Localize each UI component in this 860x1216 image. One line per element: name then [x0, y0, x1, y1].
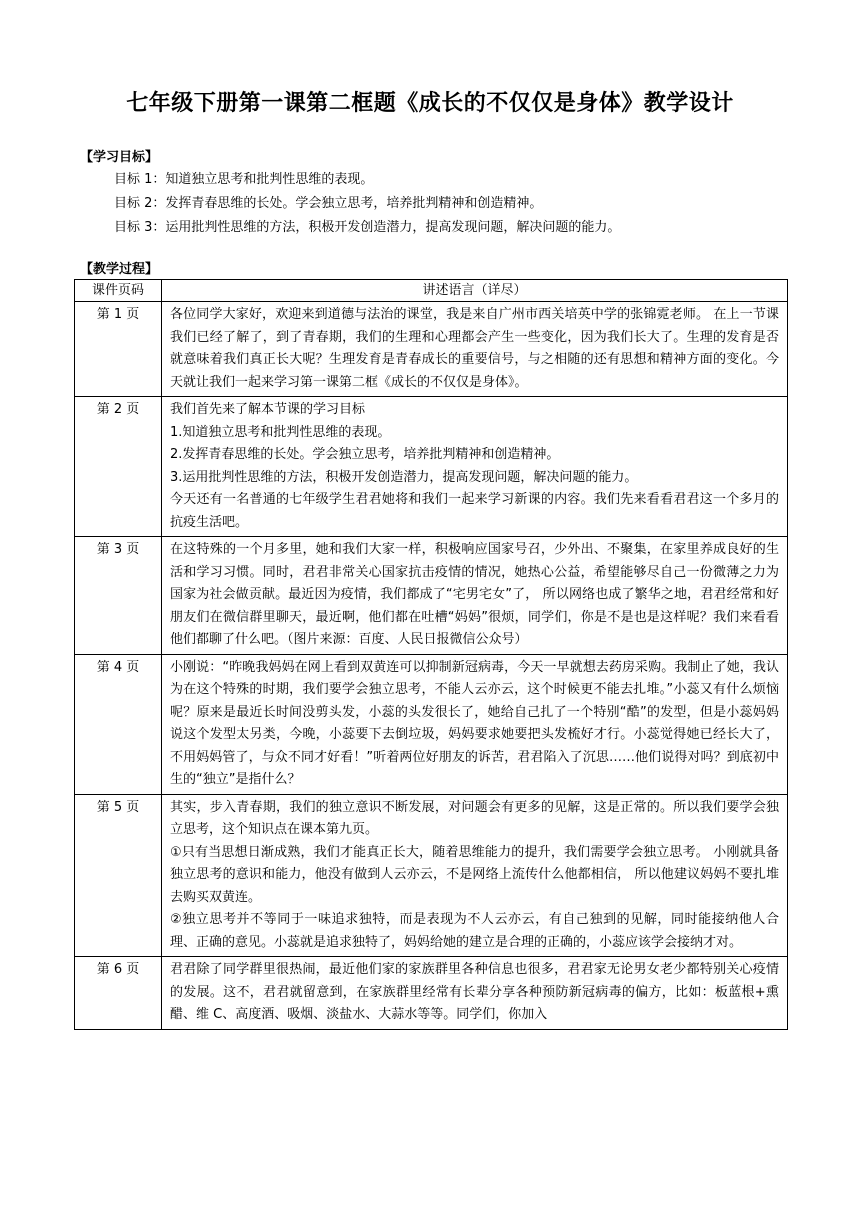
table-header-row	[75, 280, 788, 302]
narration-paragraph: 3.运用批判性思维的方法，积极开发创造潜力，提高发现问题，解决问题的能力。	[170, 469, 638, 485]
table-row	[75, 537, 788, 655]
objectives-heading: 【学习目标】	[80, 150, 159, 165]
column-header-narration: 讲述语言（详尽）	[162, 280, 788, 302]
narration-paragraph: 小刚说：“昨晚我妈妈在网上看到双黄连可以抑制新冠病毒，今天一早就想去药房采购。我制止了她，我认为在这个特殊的时期，我们要学会独立思考，不能人云亦云，这个时候更不能去扎堆。”小蕊又有什么烦恼呢？原来是最近长时间没剪头发，小蕊的头发很长了，她给自己扎了一个特别“酷”的发型，但是小蕊妈妈说这个发型太另类，今晚，小蕊要下去倒垃圾，妈妈要求她要把头发梳好才行。小蕊觉得她已经长大了，不用妈妈管了，与众不同才好看！”听着两位好朋友的诉苦，君君陷入了沉思……他们说得对吗？到底初中生的“独立”是指什么？	[170, 659, 779, 787]
narration-paragraph: 我们首先来了解本节课的学习目标	[170, 402, 366, 417]
narration-cell	[162, 537, 788, 655]
narration-paragraph: 今天还有一名普通的七年级学生君君她将和我们一起来学习新课的内容。我们先来看看君君这一个多月的抗疫生活吧。	[170, 492, 779, 530]
table-row	[75, 957, 788, 1030]
column-header-page: 课件页码	[75, 280, 162, 302]
teaching-process-table	[74, 279, 788, 1030]
narration-paragraph: ①只有当思想日渐成熟，我们才能真正长大，随着思维能力的提升，我们需要学会独立思考。 小刚就具备独立思考的意识和能力，他没有做到人云亦云，不是网络上流传什么他都相信， 所以他建议妈妈不要扎堆去购买双黄连。	[170, 844, 779, 905]
narration-paragraph: 在这特殊的一个月多里，她和我们大家一样，积极响应国家号召，少外出、不聚集，在家里养成良好的生活和学习习惯。同时，君君非常关心国家抗击疫情的情况，她热心公益，希望能够尽自己一份微薄之力为国家为社会做贡献。最近因为疫情，我们都成了“宅男宅女”了， 所以网络也成了繁华之地，君君经常和好朋友们在微信群里聊天，最近啊，他们都在吐槽“妈妈”很烦，同学们，你是不是也是这样呢？我们来看看他们都聊了什么吧。（图片来源：百度、人民日报微信公众号）	[170, 542, 779, 647]
objective-item: 目标 2：发挥青春思维的长处。学会独立思考，培养批判精神和创造精神。	[114, 196, 543, 211]
page-number-cell: 第 2 页	[75, 397, 162, 537]
narration-paragraph: 其实，步入青春期，我们的独立意识不断发展，对问题会有更多的见解，这是正常的。所以我们要学会独立思考，这个知识点在课本第九页。	[170, 799, 779, 837]
page-number-cell: 第 5 页	[75, 794, 162, 957]
narration-paragraph: 各位同学大家好，欢迎来到道德与法治的课堂，我是来自广州市西关培英中学的张锦霓老师。 在上一节课我们已经了解了，到了青春期，我们的生理和心理都会产生一些变化，因为我们长大了。生理的发育是否就意味着我们真正长大呢？生理发育是青春成长的重要信号，与之相随的还有思想和精神方面的变化。今天就让我们一起来学习第一课第二框《成长的不仅仅是身体》。	[170, 307, 779, 390]
objective-item: 目标 3：运用批判性思维的方法，积极开发创造潜力，提高发现问题，解决问题的能力。	[114, 220, 621, 235]
objective-item: 目标 1：知道独立思考和批判性思维的表现。	[114, 172, 374, 187]
narration-paragraph: 君君除了同学群里很热闹，最近他们家的家族群里各种信息也很多，君君家无论男女老少都特别关心疫情的发展。这不，君君就留意到，在家族群里经常有长辈分享各种预防新冠病毒的偏方，比如：板蓝根+熏醋、维 C、高度酒、吸烟、淡盐水、大蒜水等等。同学们，你加入	[170, 962, 779, 1022]
table-row	[75, 302, 788, 397]
narration-cell	[162, 654, 788, 794]
table-row	[75, 794, 788, 957]
objectives-list	[114, 168, 620, 240]
narration-cell	[162, 957, 788, 1030]
page-number-cell: 第 4 页	[75, 654, 162, 794]
narration-paragraph: 2.发挥青春思维的长处。学会独立思考，培养批判精神和创造精神。	[170, 447, 560, 462]
page-number-cell: 第 1 页	[75, 302, 162, 397]
narration-paragraph: 1.知道独立思考和批判性思维的表现。	[170, 424, 391, 440]
table-row	[75, 397, 788, 537]
document-title: 七年级下册第一课第二框题《成长的不仅仅是身体》教学设计	[126, 91, 734, 116]
narration-cell	[162, 302, 788, 397]
narration-cell	[162, 794, 788, 957]
process-heading: 【教学过程】	[80, 262, 159, 277]
page-number-cell: 第 3 页	[75, 537, 162, 655]
table-row	[75, 654, 788, 794]
narration-cell	[162, 397, 788, 537]
page-number-cell: 第 6 页	[75, 957, 162, 1030]
narration-paragraph: ②独立思考并不等同于一味追求独特，而是表现为不人云亦云，有自己独到的见解，同时能接纳他人合理、正确的意见。小蕊就是追求独特了，妈妈给她的建立是合理的正确的，小蕊应该学会接纳才对。	[170, 912, 779, 950]
